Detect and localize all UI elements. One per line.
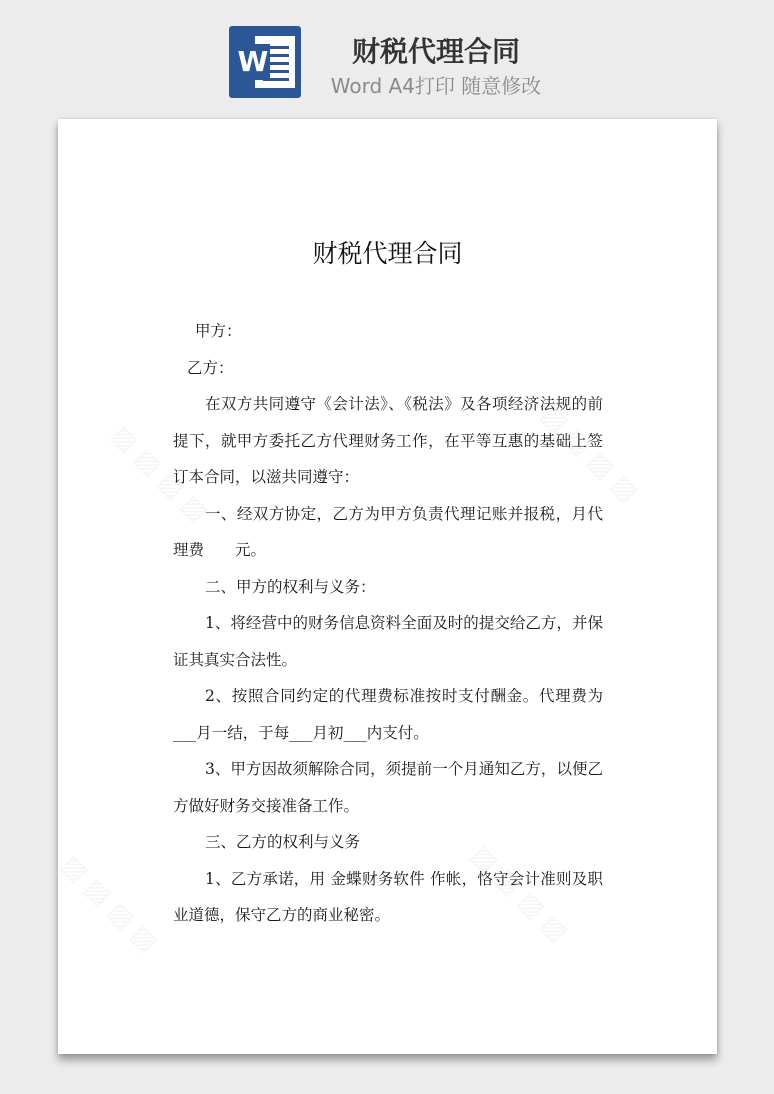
clause-1-paragraph: 一、经双方协定，乙方为甲方负责代理记账并报税，月代理费 元。 xyxy=(173,504,603,559)
clause-3-item-1: 1、乙方承诺，用 金蝶财务软件 作帐，恪守会计准则及职业道德，保守乙方的商业秘密。 xyxy=(173,869,603,924)
clause-2-item-1: 1、将经营中的财务信息资料全面及时的提交给乙方，并保证其真实合法性。 xyxy=(173,614,603,669)
header-title: 财税代理合同 xyxy=(351,35,520,68)
watermark: ▨ ▨ ▨ ▨ xyxy=(55,849,164,959)
document-title: 财税代理合同 xyxy=(312,239,463,268)
watermark: ▨ ▨ ▨ ▨ xyxy=(535,399,644,509)
clause-2-item-2: 2、按照合同约定的代理费标准按时支付酬金。代理费为___月一结，于每___月初___内支付。 xyxy=(173,687,603,742)
party-b-line: 乙方： xyxy=(187,358,234,377)
header-subtitle: Word A4打印 随意修改 xyxy=(330,74,542,98)
preamble-paragraph: 在双方共同遵守《会计法》、《税法》及各项经济法规的前提下，就甲方委托乙方代理财务工作，在平等互惠的基础上签订本合同，以滋共同遵守： xyxy=(173,395,603,486)
preview-header xyxy=(0,0,774,110)
word-document-icon xyxy=(229,26,301,98)
clause-2-heading: 二、甲方的权利与义务： xyxy=(205,577,376,596)
document-page xyxy=(55,119,717,1054)
word-icon-letter: W xyxy=(237,45,269,78)
clause-3-heading: 三、乙方的权利与义务 xyxy=(205,833,361,851)
party-a-line: 甲方： xyxy=(195,322,242,340)
document-body xyxy=(173,313,603,934)
watermark: ▨ ▨ ▨ ▨ xyxy=(465,839,574,949)
watermark: ▨ ▨ ▨ ▨ xyxy=(105,419,214,529)
clause-2-item-3: 3、甲方因故须解除合同，须提前一个月通知乙方，以便乙方做好财务交接准备工作。 xyxy=(173,760,603,815)
